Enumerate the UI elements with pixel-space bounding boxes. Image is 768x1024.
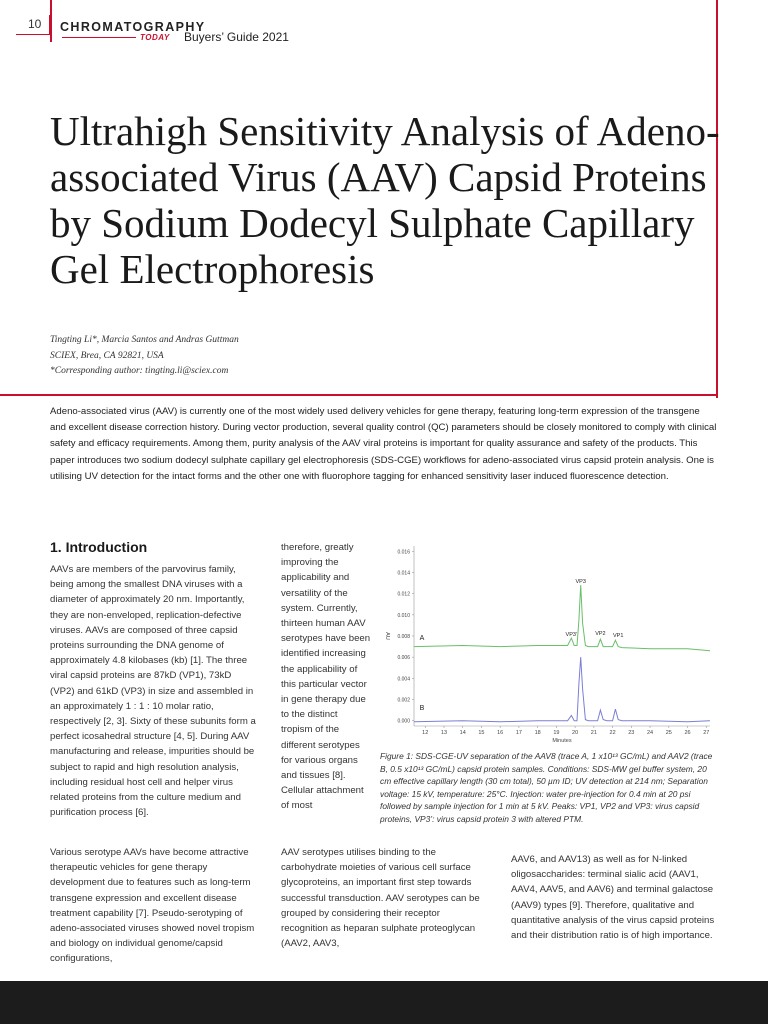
- y-tick-label: 0.002: [397, 697, 410, 704]
- journal-logo-subword: TODAY: [140, 33, 170, 42]
- footer-bar: [0, 981, 768, 1024]
- peak-label: VP3’: [565, 632, 578, 638]
- intro-paragraph-1: AAVs are members of the parvovirus family, being among the smallest DNA viruses with a diameter of approximately 20 nm. Importantly, they are non-enveloped, replication-defective viruses. AAVs are composed of three capsid proteins surrounding the DNA genome of approximately 4.8 kilobases (kb) [1]. The three viral capsid proteins are 87kD (VP1), 73kD (VP2) and 61kD (VP3) in size and assembled in an approximately 1 : 1 : 10 molar ratio, respectively [2, 3]. Sixty of these subunits form a perfect icosahedral structure [4, 5]. During AAV manufacturing and release, impurities should be subject to rapid and high resolution analysis, including residual host cell and helper virus related proteins from the culture medium and purification process [6].: [50, 564, 256, 819]
- x-tick-label: 13: [440, 730, 448, 736]
- chart-background: [374, 540, 718, 748]
- x-tick-label: 18: [534, 730, 541, 736]
- figure-caption: Figure 1: SDS-CGE-UV separation of the AAV8 (trace A, 1 x10¹³ GC/mL) and AAV2 (trace B, 0.5 x10¹³ GC/mL) capsid protein samples. Conditions: SDS-MW gel buffer system, 20 cm effective capillary length (30 cm total), 50 µm ID; UV detection at 214 nm; Separation voltage: 15 kV, temperature: 25°C. Injection: water pre-injection for 0.4 min at 20 psi followed by sample injection for 1 min at 5 kV. Peaks: VP1, VP2 and VP3: virus capsid proteins, VP3’: virus capsid protein 3 with altered PTM.: [380, 751, 713, 824]
- y-tick-label: 0.004: [397, 676, 410, 683]
- x-tick-label: 14: [459, 730, 466, 736]
- column2-paragraph-bottom: AAV serotypes utilises binding to the carbohydrate moieties of various cell surface glycoproteins, an important first step towards successful transduction. AAV serotypes can be grouped by considering their receptor recognition as heparan sulphate proteoglycan (AAV2, AAV3,: [281, 847, 480, 950]
- article-affiliation: SCIEX, Brea, CA 92821, USA: [50, 351, 164, 361]
- header-rule-vertical: [50, 0, 52, 42]
- trace-label: B: [419, 705, 425, 713]
- x-tick-label: 24: [646, 730, 654, 736]
- y-tick-label: 0.000: [397, 718, 410, 725]
- trace-label: A: [419, 635, 425, 643]
- issue-label: Buyers’ Guide 2021: [184, 30, 289, 44]
- article-title: Ultrahigh Sensitivity Analysis of Adeno-associated Virus (AAV) Capsid Proteins by Sodium Dodecyl Sulphate Capillary Gel Electrophoresis: [50, 108, 720, 292]
- peak-label: VP1: [612, 633, 624, 640]
- x-tick-label: 16: [497, 730, 504, 736]
- x-tick-label: 12: [422, 730, 429, 736]
- page-number: 10: [16, 15, 50, 35]
- abstract: Adeno-associated virus (AAV) is currently one of the most widely used delivery vehicles for gene therapy, featuring long-term expression of the transgene and excellent disease correction history. During vector production, several quality control (QC) parameters should be closely monitored to comply with clinical safety and efficacy requirements. Among them, purity analysis of the AAV viral proteins is important for quality assurance and safety of the products. This paper introduces two sodium dodecyl sulphate capillary gel electrophoresis (SDS-CGE) workflows for adeno-associated virus capsid protein analysis. One is utilising UV detection for the intact forms and the other one with fluorophore tagging for enhanced sensitivity laser induced fluorescence detection.: [50, 406, 717, 482]
- intro-paragraph-2: Various serotype AAVs have become attractive therapeutic vehicles for gene therapy development due to features such as long-term transgene expression and excellent disease treatment capability [7]. Pseudo-serotyping of adeno-associated viruses showed novel tropism and biology on individual genome/capsid configurations,: [50, 847, 255, 965]
- x-tick-label: 21: [590, 730, 597, 736]
- y-tick-label: 0.016: [397, 549, 410, 556]
- x-tick-label: 17: [515, 730, 522, 736]
- y-tick-label: 0.008: [397, 634, 410, 640]
- logo-underline: [62, 37, 136, 38]
- corresponding-author: *Corresponding author: tingting.li@sciex.com: [50, 366, 229, 376]
- x-tick-label: 23: [628, 730, 635, 736]
- column3-paragraph: AAV6, and AAV13) as well as for N-linked oligosaccharides: terminal sialic acid (AAV1, AAV4, AAV5, and AAV6) and terminal galactose (AAV9) types [9]. Therefore, qualitative and quantitative analysis of the virus capsid proteins and their distribution ratio is of high importance.: [511, 854, 715, 942]
- x-tick-label: 20: [572, 730, 579, 736]
- y-tick-label: 0.014: [397, 570, 410, 577]
- y-tick-label: 0.006: [397, 655, 410, 662]
- x-tick-label: 26: [684, 730, 691, 736]
- x-tick-label: 15: [478, 730, 485, 736]
- peak-label: VP3: [575, 579, 586, 586]
- column2-paragraph-top: therefore, greatly improving the applicability and versatility of the system. Currently, thirteen human AAV serotypes have been identified increasing the applicability of this particular vector in gene therapy due to the distinct tropism of the different serotypes for various organs and tissues [8]. Cellular attachment of most: [281, 542, 371, 812]
- x-tick-label: 19: [553, 730, 560, 736]
- x-tick-label: 25: [665, 730, 672, 736]
- journal-logo-wordmark: CHROMATOGRAPHY: [60, 20, 206, 34]
- y-tick-label: 0.012: [397, 591, 410, 598]
- x-axis-label: Minutes: [552, 738, 572, 744]
- y-axis-label: AU: [384, 632, 390, 640]
- x-tick-label: 22: [609, 730, 616, 736]
- article-authors: Tingting Li*, Marcia Santos and Andras Guttman: [50, 335, 239, 345]
- peak-label: VP2: [595, 630, 606, 637]
- title-frame-bottom: [0, 394, 718, 396]
- x-tick-label: 27: [703, 730, 710, 736]
- section-heading-introduction: 1. Introduction: [50, 539, 148, 555]
- electropherogram-chart: [374, 540, 718, 748]
- y-tick-label: 0.010: [397, 612, 410, 619]
